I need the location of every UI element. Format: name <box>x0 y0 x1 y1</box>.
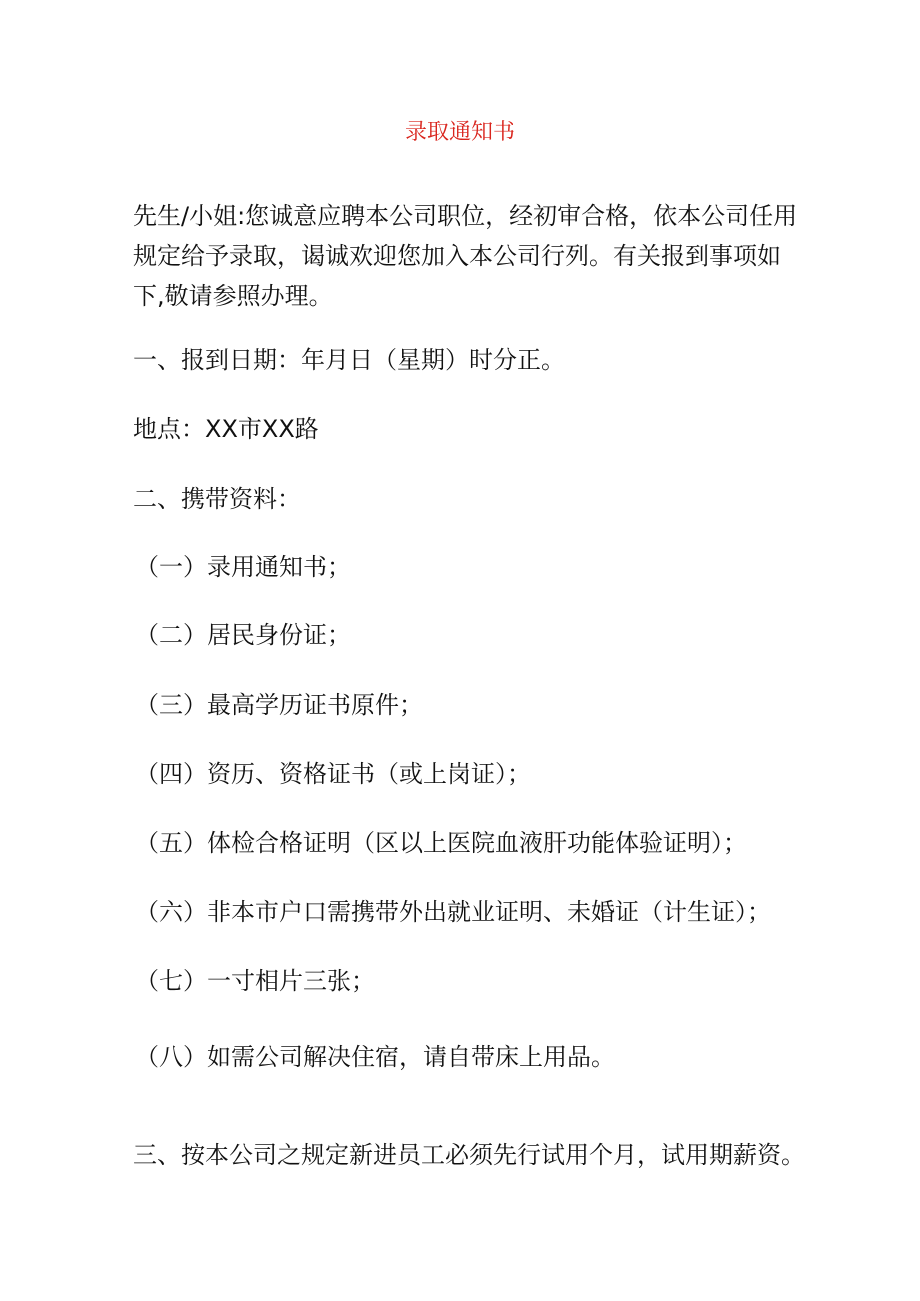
materials-item: （四）资历、资格证书（或上岗证）； <box>135 760 531 788</box>
intro-line: 规定给予录取，谒诚欢迎您加入本公司行列。有关报到事项如 <box>133 242 781 270</box>
materials-item: （二）居民身份证； <box>135 621 351 649</box>
probation-line: 三、按本公司之规定新进员工必须先行试用个月，试用期薪资。 <box>133 1141 805 1169</box>
materials-heading: 二、携带资料： <box>133 485 301 513</box>
location-line: 地点：XX市XX路 <box>133 415 319 443</box>
materials-item: （五）体检合格证明（区以上医院血液肝功能体验证明）； <box>135 829 747 857</box>
intro-line: 先生/小姐:您诚意应聘本公司职位，经初审合格，依本公司任用 <box>133 202 798 230</box>
materials-item: （一）录用通知书； <box>135 553 351 581</box>
intro-line: 下,敬请参照办理。 <box>133 282 333 310</box>
materials-item: （八）如需公司解决住宿，请自带床上用品。 <box>135 1043 615 1071</box>
report-date-line: 一、报到日期：年月日（星期）时分正。 <box>133 346 565 374</box>
materials-item: （七）一寸相片三张； <box>135 967 375 995</box>
intro-paragraph <box>133 196 798 316</box>
document-title: 录取通知书 <box>404 120 515 145</box>
materials-item: （六）非本市户口需携带外出就业证明、未婚证（计生证）； <box>135 898 771 926</box>
materials-item: （三）最高学历证书原件； <box>135 691 423 719</box>
